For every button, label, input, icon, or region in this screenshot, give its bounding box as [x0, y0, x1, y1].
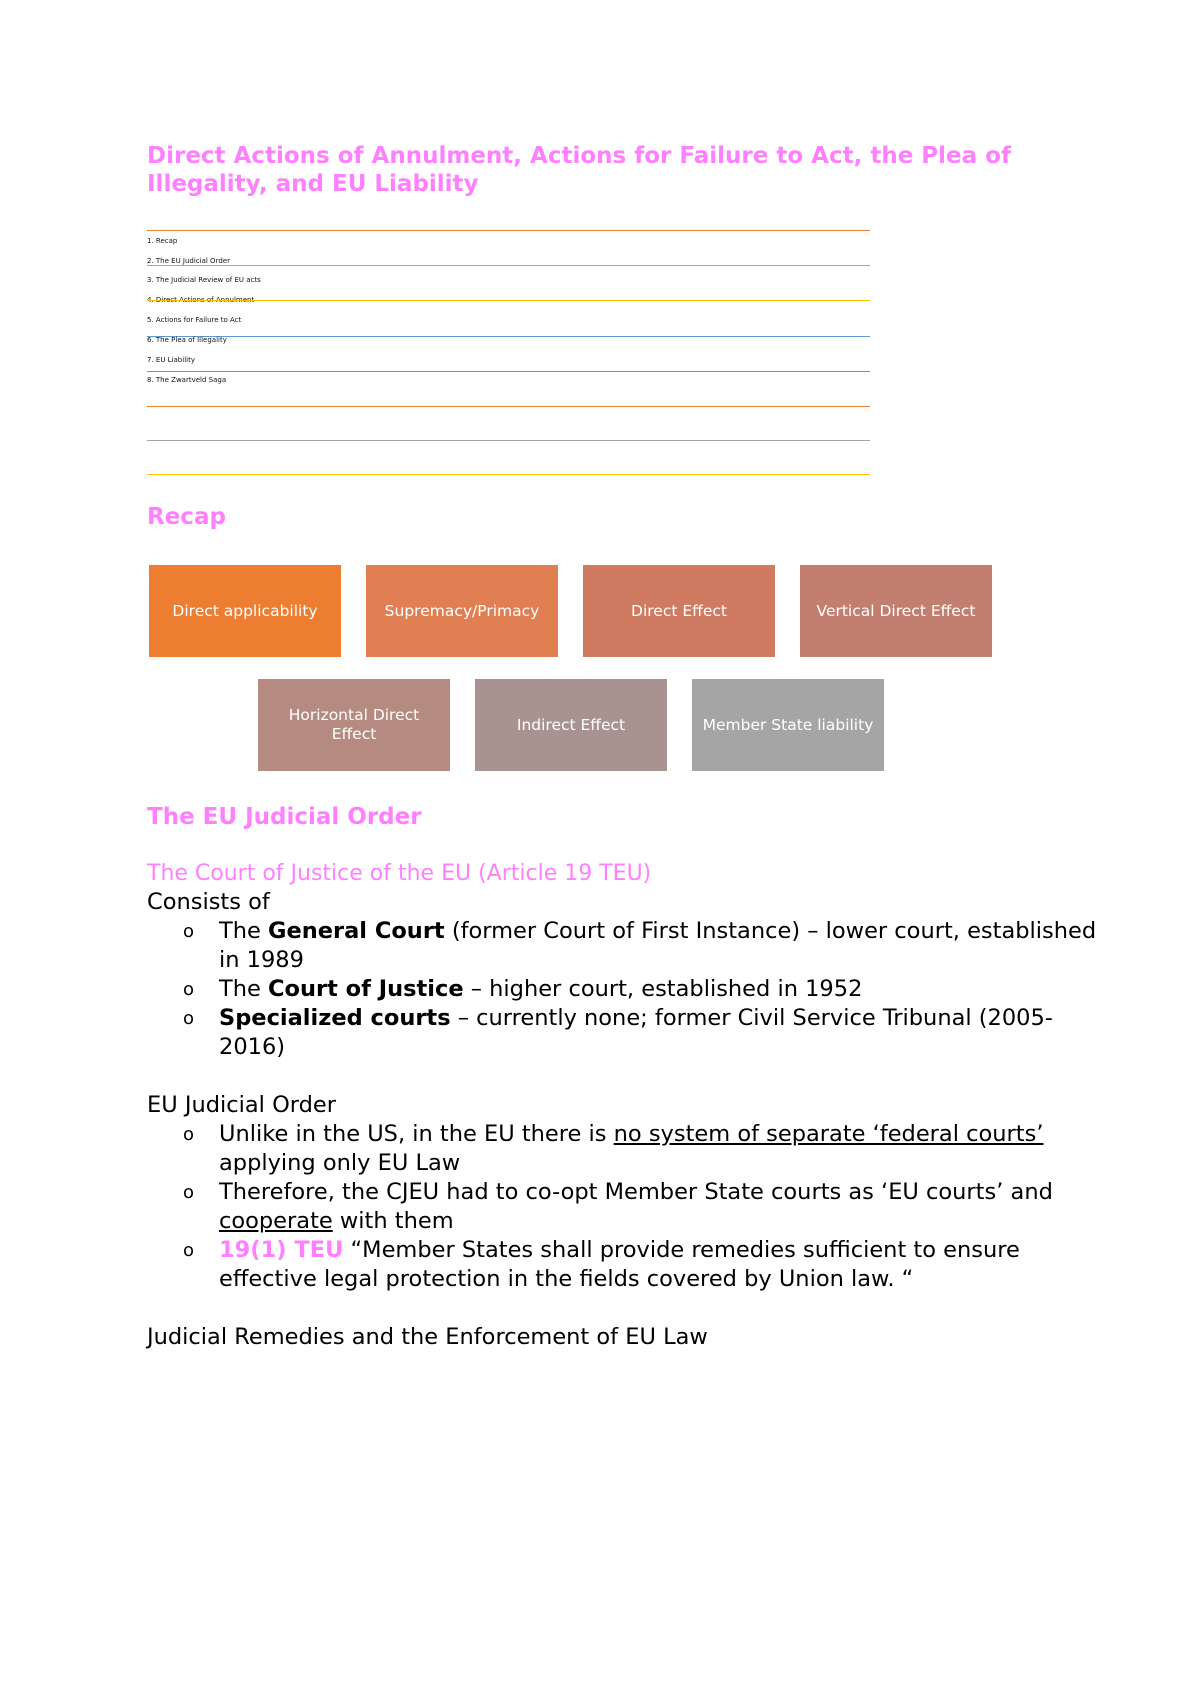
list-item: o Specialized courts – currently none; former Civil Service Tribunal (2005-2016): [183, 1005, 1053, 1060]
eu-judicial-order-label: EU Judicial Order: [147, 1092, 337, 1118]
toc-item: 4. Direct Actions of Annulment: [147, 296, 255, 304]
recap-box-member-state-liability: Member State liability: [692, 679, 884, 771]
table-of-contents: [147, 230, 870, 475]
toc-line: [147, 371, 870, 372]
toc-line: [147, 336, 870, 337]
toc-line: [147, 230, 870, 231]
recap-box-supremacy: Supremacy/Primacy: [366, 565, 558, 657]
list-item: o The Court of Justice – higher court, established in 1952: [183, 976, 863, 1002]
list-item: o Unlike in the US, in the EU there is no system of separate ‘federal courts’ applying only EU Law: [183, 1121, 1044, 1176]
toc-item: 6. The Plea of Illegality: [147, 336, 227, 344]
remedies-heading: Judicial Remedies and the Enforcement of EU Law: [147, 1324, 708, 1350]
judicial-order-heading: The EU Judicial Order: [147, 804, 422, 830]
list-item: o The General Court (former Court of First Instance) – lower court, established in 1989: [183, 918, 1097, 973]
toc-line: [147, 406, 870, 407]
bullet-icon: o: [183, 1240, 195, 1261]
toc-item: 2. The EU Judicial Order: [147, 257, 230, 265]
recap-box-horizontal-direct-effect: Horizontal Direct Effect: [258, 679, 450, 771]
recap-box-direct-applicability: Direct applicability: [149, 565, 341, 657]
toc-item: 3. The Judicial Review of EU acts: [147, 276, 261, 284]
toc-line: [147, 265, 870, 266]
list-item: o Therefore, the CJEU had to co-opt Member State courts as ‘EU courts’ and cooperate with them: [183, 1179, 1053, 1234]
court-of-justice-heading: The Court of Justice of the EU (Article 19 TEU): [147, 861, 652, 886]
toc-item: 7. EU Liability: [147, 356, 195, 364]
toc-line: [147, 300, 870, 301]
list-item: o 19(1) TEU “Member States shall provide remedies sufficient to ensure effective legal protection in the fields covered by Union law. “: [183, 1237, 1020, 1292]
recap-heading: Recap: [147, 504, 226, 530]
toc-line: [147, 440, 870, 441]
bullet-icon: o: [183, 1124, 195, 1145]
recap-box-indirect-effect: Indirect Effect: [475, 679, 667, 771]
consists-of-label: Consists of: [147, 889, 270, 915]
toc-item: 8. The Zwartveld Saga: [147, 376, 227, 384]
bullet-icon: o: [183, 1182, 195, 1203]
bullet-icon: o: [183, 1008, 195, 1029]
toc-item: 5. Actions for Failure to Act: [147, 316, 242, 324]
recap-box-direct-effect: Direct Effect: [583, 565, 775, 657]
bullet-icon: o: [183, 979, 195, 1000]
toc-item: 1. Recap: [147, 237, 178, 245]
judicial-order-list: [147, 1120, 1107, 1294]
document-title: Direct Actions of Annulment, Actions for Failure to Act, the Plea of Illegality, and EU Liability: [147, 143, 1011, 197]
recap-box-vertical-direct-effect: Vertical Direct Effect: [800, 565, 992, 657]
toc-line: [147, 474, 870, 475]
court-list: [147, 917, 1107, 1062]
bullet-icon: o: [183, 921, 195, 942]
